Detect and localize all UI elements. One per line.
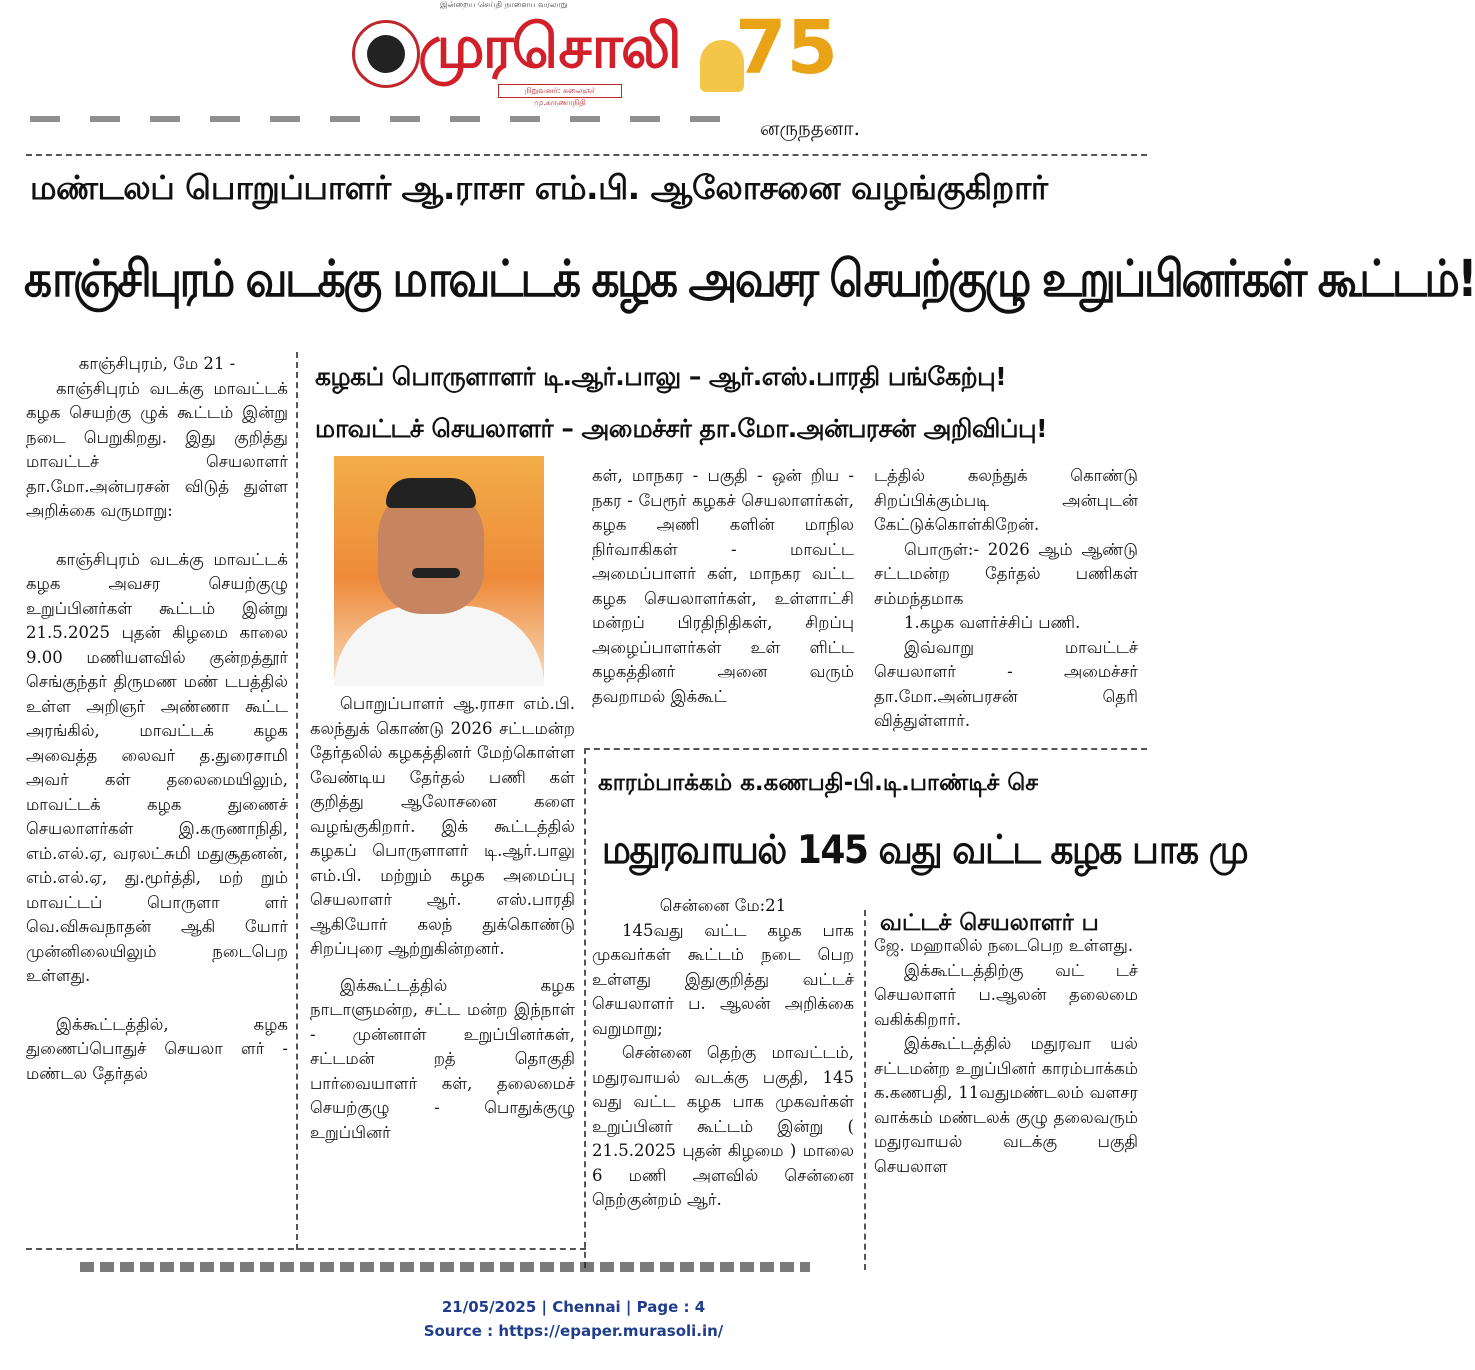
article1-subhead-1: கழகப் பொருளாளர் டி.ஆர்.பாலு – ஆர்.எஸ்.பாரதி பங்கேற்பு! [315, 362, 1007, 391]
article2-column-2 [874, 934, 1138, 1179]
paragraph: ஜே. மஹாலில் நடைபெற உள்ளது. [874, 936, 1134, 955]
cut-off-headline [80, 1258, 810, 1270]
paragraph: டத்தில் கலந்துக் கொண்டு சிறப்பிக்கும்படி அன்புடன் கேட்டுக்கொள்கிறேன். [874, 466, 1138, 534]
divider [26, 1248, 586, 1250]
masthead-subtitle: நிறுவனர்: கலைஞர் மு.கருணாநிதி [498, 84, 622, 98]
paragraph: இக்கூட்டத்தில் மதுரவா யல் சட்டமன்ற உறுப்பினர் காரம்பாக்கம் க.கணபதி, 11வதுமண்டலம் வளசர வாக்கம் மண்டலக் குழு தலைவரும் மதுரவாயல் வடக்கு பகுதி செயலாள [874, 1034, 1138, 1176]
footer-date-page: 21/05/2025 | Chennai | Page : 4 [441, 1298, 706, 1316]
column-divider [296, 352, 298, 1250]
paragraph: பொருள்:- 2026 ஆம் ஆண்டு சட்டமன்ற தேர்தல் பணிகள் சம்மந்தமாக [874, 539, 1138, 608]
paragraph: பொறுப்பாளர் ஆ.ராசா எம்.பி. கலந்துக் கொண்டு 2026 சட்டமன்ற தேர்தலில் கழகத்தினர் மேற்கொள்ள வேண்டிய தேர்தல் பணி கள் குறித்து ஆலோசனை களை வழங்குகிறார். இக் கூட்டத்தில் கழகப் பொருளாளர் டி.ஆர்.பாலு எம்.பி. மற்றும் கழக அமைப்பு செயலாளர் ஆர். எஸ்.பாரதி ஆகியோர் கலந் துக்கொண்டு சிறப்புரை ஆற்றுகின்றனர். [310, 694, 575, 958]
masthead-title: முரசொலி [418, 12, 680, 82]
article1-column-3 [592, 464, 854, 709]
paragraph: காஞ்சிபுரம் வடக்கு மாவட்டக் கழக செயற்கு ழுக் கூட்டம் இன்று நடை பெறுகிறது. இது குறித்து மாவட்டச் செயலாளர் தா.மோ.அன்பரசன் விடுத் துள்ள அறிக்கை வருமாறு: [26, 378, 288, 520]
paragraph: 1.கழக வளர்ச்சிப் பணி. [904, 613, 1081, 632]
paragraph: 145வது வட்ட கழக பாக முகவர்கள் கூட்டம் நடை பெற உள்ளது இதுகுறித்து வட்டச் செயலாளர் ப. ஆலன் அறிக்கை வறுமாறு; [592, 920, 854, 1038]
article1-subhead-2: மாவட்டச் செயலாளர் – அமைச்சர் தா.மோ.அன்பரசன் அறிவிப்பு! [315, 414, 1047, 443]
paragraph: இவ்வாறு மாவட்டச் செயலாளர் - அமைச்சர் தா.மோ.அன்பரசன் தெரி வித்துள்ளார். [874, 637, 1138, 730]
article1-column-2 [310, 692, 575, 1145]
portrait-photo [334, 456, 544, 678]
paragraph: கள், மாநகர - பகுதி - ஒன் றிய - நகர - பேரூர் கழகச் செயலாளர்கள், கழக அணி களின் மாநில நிர்வாகிகள் - மாவட்ட அமைப்பாளர் கள், மாநகர வட்ட கழக செயலாளர்கள், உள்ளாட்சி மன்றப் பிரதிநிதிகள், சிறப்பு அழைப்பாளர்கள் உள் ளிட்ட கழகத்தினர் அனை வரும் தவறாமல் இக்கூட் [592, 466, 854, 706]
article1-kicker: மண்டலப் பொறுப்பாளர் ஆ.ராசா எம்.பி. ஆலோசனை வழங்குகிறார் [30, 168, 1048, 207]
article1-column-1 [26, 352, 288, 1086]
article2-kicker: காரம்பாக்கம் க.கணபதி-பி.டி.பாண்டிச் செ [598, 770, 1038, 796]
paragraph: காஞ்சிபுரம் வடக்கு மாவட்டக் கழக அவசர செயற்குழு உறுப்பினர்கள் கூட்டம் இன்று 21.5.2025 புதன் கிழமை காலை 9.00 மணியளவில் குன்றத்தூர் செங்குந்தர் திருமண மண் டபத்தில் உள்ள அறிஞர் அண்ணா கூட்ட அரங்கில், மாவட்டக் கழக அவைத்த லைவர் த.துரைசாமி அவர் கள் தலைமையிலும், மாவட்டக் கழக துணைச் செயலாளர்கள் இ.கருணாநிதி, எம்.எல்.ஏ, வரலட்சுமி மதுசூதனன், எம்.எல்.ஏ, து.மூர்த்தி, மற் றும் மாவட்டப் பொருளா ளர் வெ.விசுவநாதன் ஆகி யோர் முன்னிலையிலும் நடைபெற உள்ளது. [26, 549, 288, 985]
article1-dateline: காஞ்சிபுரம், மே 21 - [78, 354, 236, 373]
footer-source: Source : https://epaper.murasoli.in/ [423, 1322, 724, 1340]
cut-off-text-line [30, 108, 730, 122]
article2-subhead: வட்டச் செயலாளர் ப [880, 910, 1099, 936]
article1-column-4 [874, 464, 1138, 734]
masthead-seal-icon [352, 20, 420, 88]
top-fragment: னருநதனா. [760, 116, 860, 140]
article2-dateline: சென்னை மே:21 [659, 896, 787, 915]
column-divider [864, 910, 866, 1270]
article2-column-1 [592, 894, 854, 1213]
article2-headline: மதுரவாயல் 145 வது வட்ட கழக பாக மு [602, 828, 1248, 874]
article2-box-left [584, 748, 586, 1268]
paragraph: சென்னை தெற்கு மாவட்டம், மதுரவாயல் வடக்கு பகுதி, 145 வது வட்ட கழக பாக முகவர்கள் உறுப்பினர் கூட்டம் இன்று ( 21.5.2025 புதன் கிழமை ) மாலை 6 மணி அளவில் சென்னை நெற்குன்றம் ஆர். [592, 1043, 854, 1209]
anniversary-number: 75 [735, 5, 838, 91]
paragraph: இக்கூட்டத்தில், கழக துணைப்பொதுச் செயலா ளர் - மண்டல தேர்தல் [26, 1014, 288, 1083]
article2-box-top [584, 748, 1147, 750]
divider [26, 154, 1147, 156]
paragraph: இக்கூட்டத்திற்கு வட் டச் செயலாளர் ப.ஆலன் தலைமை வகிக்கிறார். [874, 960, 1138, 1029]
paragraph: இக்கூட்டத்தில் கழக நாடாளுமன்ற, சட்ட மன்ற இந்நாள் - முன்னாள் உறுப்பினர்கள், சட்டமன் றத் தொகுதி பார்வையாளர் கள், தலைமைச் செயற்குழு - பொதுக்குழு உறுப்பினர் [310, 975, 575, 1142]
masthead-tagline: இன்றைய செய்தி நாளைய வரலாறு [440, 0, 568, 9]
article1-headline: காஞ்சிபுரம் வடக்கு மாவட்டக் கழக அவசர செயற்குழு உறுப்பினர்கள் கூட்டம்! [24, 250, 1475, 309]
